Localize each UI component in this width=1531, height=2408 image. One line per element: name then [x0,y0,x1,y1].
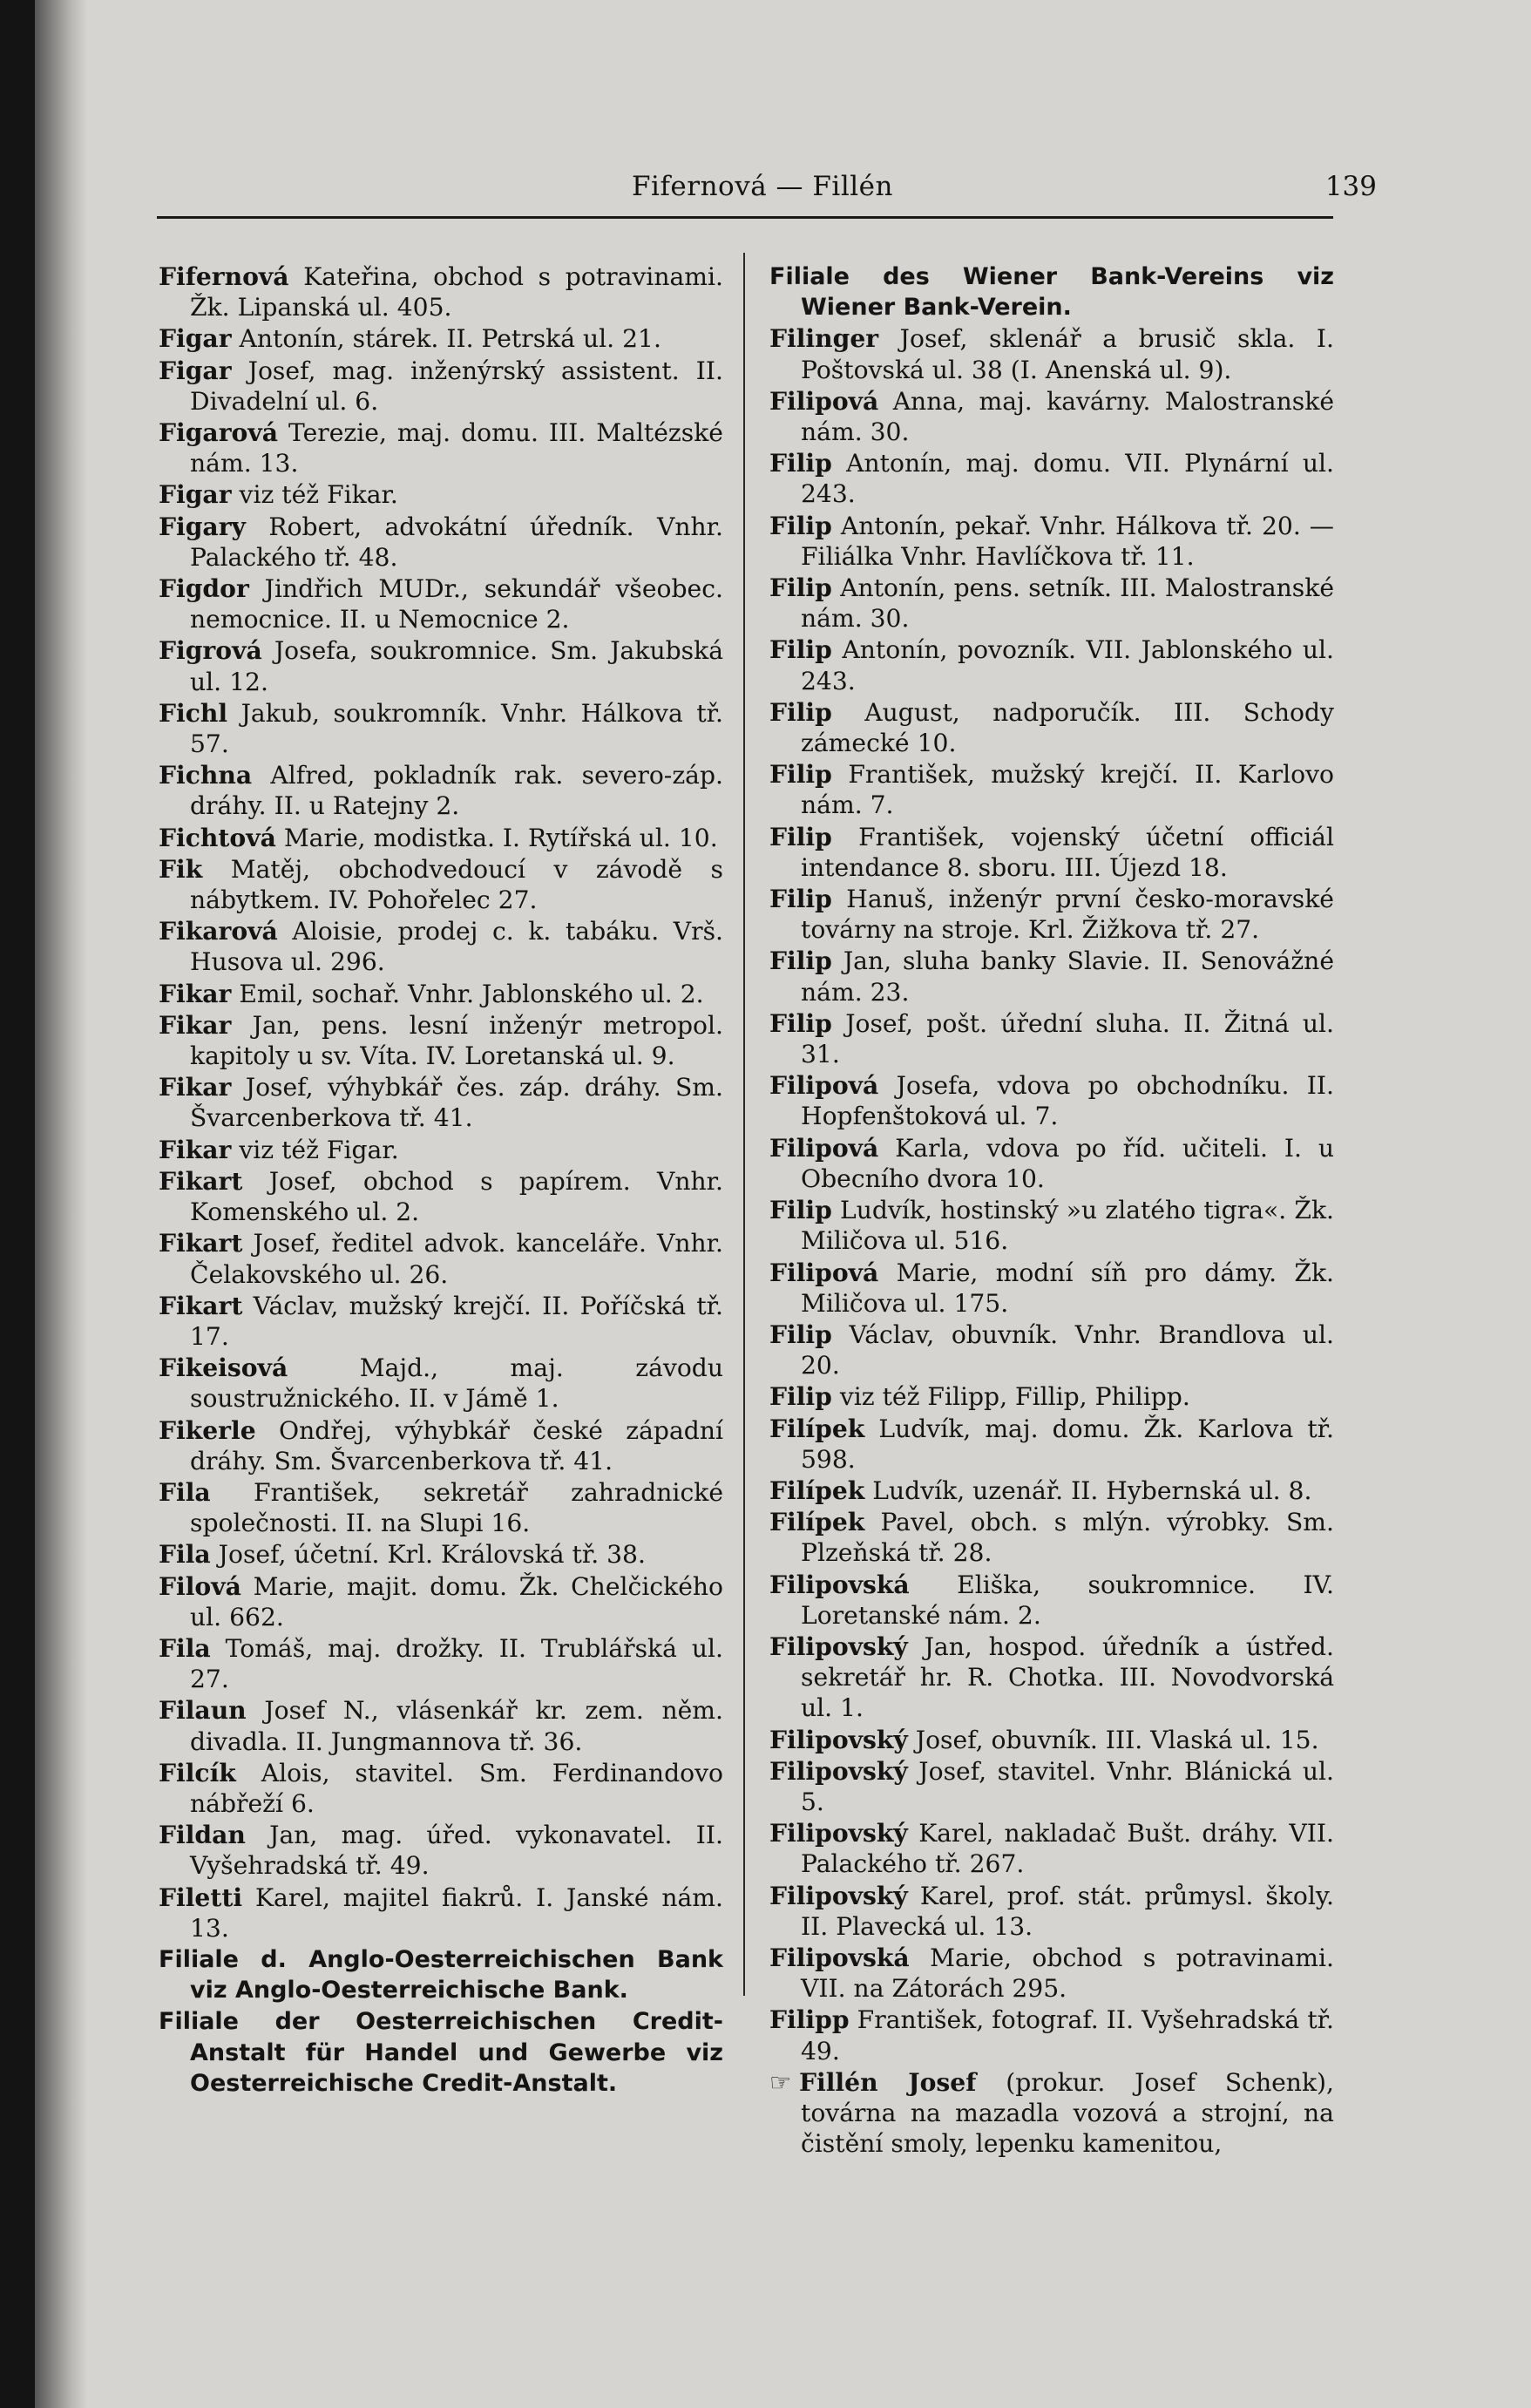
directory-entry [159,698,723,759]
entry-name: Filip [769,511,832,540]
entry-details: viz též Filipp, Fillip, Philipp. [839,1382,1190,1412]
directory-entry [159,1166,723,1227]
directory-entry [159,1291,723,1352]
entry-details: Josefa, vdova po obchodníku. II. Hopfenštoková ul. 7. [801,1071,1334,1131]
entry-name: Fila [159,1633,211,1663]
book-page [35,0,1531,2408]
entry-name: Fikar [159,1135,232,1164]
entry-details: František, sekretář zahradnické společnosti. II. na Slupi 16. [190,1477,723,1538]
entry-name: Fifernová [159,262,289,291]
entry-name: Filetti [159,1882,243,1912]
directory-entry [769,1008,1334,1069]
entry-details: Antonín, pekař. Vnhr. Hálkova tř. 20. — Filiálka Vnhr. Havlíčkova tř. 11. [801,511,1334,571]
directory-entry [159,1353,723,1414]
entry-details: Eliška, soukromnice. IV. Loretanské nám. 2. [801,1570,1334,1630]
entry-name: Filipovský [769,1756,908,1786]
entry-details: Jindřich MUDr., sekundář všeobec. nemocnice. II. u Nemocnice 2. [190,574,723,634]
entry-name: Figrová [159,636,262,666]
entry-details: Marie, modní síň pro dámy. Žk. Miličova ul. 175. [801,1258,1334,1318]
column-divider [743,253,745,1996]
entry-details: František, fotograf. II. Vyšehradská tř. 49. [801,2005,1334,2065]
entry-details: Karel, nakladač Bušt. dráhy. VII. Palackého tř. 267. [801,1819,1334,1879]
entry-details: Josef, mag. inženýrský assistent. II. Divadelní ul. 6. [190,356,723,416]
entry-details: Marie, obchod s potravinami. VII. na Zátorách 295. [801,1943,1334,2004]
entry-details: Karla, vdova po říd. učiteli. I. u Obecního dvora 10. [801,1133,1334,1193]
entry-name: Fila [159,1540,211,1570]
directory-entry [769,448,1334,509]
directory-entry [159,1944,723,2005]
directory-entry [159,1758,723,1819]
entry-name: Fikar [159,1010,232,1040]
entry-name: Figar [159,480,232,510]
entry-name: Fillén Josef [799,2067,977,2097]
entry-details: Alfred, pokladník rak. severo-záp. dráhy. II. u Ratejny 2. [190,761,723,821]
entry-details: Kateřina, obchod s potravinami. Žk. Lipanská ul. 405. [190,262,723,322]
entry-name: Filip [769,697,832,727]
directory-entry [159,1882,723,1943]
entry-name: Filiale des Wiener Bank-Vereins [769,263,1264,290]
entry-name: Filiale der Oesterreichischen Credit-Anstalt für Handel und Gewerbe [159,2008,723,2066]
entry-name: Fikerle [159,1415,256,1445]
page-gutter-shadow [35,0,87,2408]
directory-entry [159,1072,723,1133]
entry-details: Josef, obuvník. III. Vlaská ul. 15. [915,1725,1319,1754]
entry-name: Filiale d. Anglo-Oesterreichischen Bank [159,1945,723,1973]
directory-entry [769,1631,1334,1724]
entry-name: Filipovský [769,1631,908,1661]
entry-name: Filip [769,573,832,603]
entry-name: Filip [769,449,832,478]
entry-name: Fikart [159,1291,243,1320]
entry-details: Matěj, obchodvedoucí v závodě s nábytkem. IV. Pohořelec 27. [190,854,723,915]
entry-name: Fila [159,1477,211,1507]
directory-entry [769,2004,1334,2065]
entry-details: Marie, modistka. I. Rytířská ul. 10. [283,823,718,852]
entry-details: viz též Fikar. [239,480,398,510]
directory-entry [769,1725,1334,1755]
entry-name: Figdor [159,574,249,604]
page-number: 139 [1324,171,1377,202]
entry-details: Antonín, maj. domu. VII. Plynární ul. 243. [801,449,1334,509]
directory-entry [159,323,723,354]
directory-entry [769,822,1334,883]
entry-name: Filípek [769,1508,865,1537]
entry-name: Fik [159,854,203,884]
entry-name: Filipová [769,1258,879,1287]
entry-name: Fikar [159,979,232,1008]
directory-entry [769,511,1334,572]
directory-entry [769,1818,1334,1879]
directory-entry [159,479,723,510]
entry-name: Filip [769,822,832,851]
entry-details: Robert, advokátní úředník. Vnhr. Palackého tř. 48. [190,512,723,572]
entry-name: Filipovský [769,1725,908,1754]
entry-name: Fichl [159,698,228,728]
entry-name: Fikart [159,1229,243,1258]
entry-name: Fikar [159,1073,232,1102]
directory-entry [769,634,1334,695]
entry-name: Filip [769,885,832,914]
entry-details: Josef, ředitel advok. kanceláře. Vnhr. Čelakovského ul. 26. [190,1229,723,1289]
directory-entry [159,1539,723,1570]
directory-entry [769,1319,1334,1380]
directory-entry [769,573,1334,634]
entry-details: Josef, stavitel. Vnhr. Blánická ul. 5. [801,1756,1335,1816]
entry-details: Jakub, soukromník. Vnhr. Hálkova tř. 57. [190,698,723,759]
directory-entry [769,1414,1334,1475]
entry-details: Josef N., vlásenkář kr. zem. něm. divadla. II. Jungmannova tř. 36. [190,1696,723,1756]
directory-entry [769,1133,1334,1194]
entry-details: Alois, stavitel. Sm. Ferdinandovo nábřeží 6. [190,1758,723,1818]
directory-entry [769,1195,1334,1256]
entry-name: Fichna [159,761,253,790]
entry-name: Figar [159,356,232,385]
directory-entry [769,1381,1334,1412]
entry-name: Filip [769,1196,832,1225]
entry-details: (prokur. Josef Schenk), továrna na mazadla vozová a strojní, na čistění smoly, lepenku kamenitou, [801,2067,1334,2159]
directory-entry [769,386,1334,447]
entry-name: Fichtová [159,823,276,852]
header-title: Fifernová — Fillén [632,171,893,202]
entry-details: August, nadporučík. III. Schody zámecké 10. [801,697,1334,758]
entry-name: Fildan [159,1821,246,1850]
entry-details: Majd., maj. závodu soustružnického. II. v Jámě 1. [190,1353,723,1414]
directory-entry [769,946,1334,1007]
directory-entry [159,356,723,417]
entry-name: Fikarová [159,917,278,946]
entry-details: Karel, prof. stát. průmysl. školy. II. Plavecká ul. 13. [801,1881,1334,1941]
pointing-hand-icon: ☞ [769,2067,792,2097]
directory-entry [769,1570,1334,1631]
entry-name: Filip [769,1382,832,1412]
entry-name: Filip [769,1008,832,1038]
entry-name: Filipová [769,1071,879,1101]
directory-entry [159,261,723,322]
directory-entry [159,573,723,634]
header-rule [157,216,1333,219]
directory-entry [159,635,723,696]
directory-entry [159,1571,723,1632]
entry-details: Josefa, soukromnice. Sm. Jakubská ul. 12. [190,636,723,696]
directory-entry [159,979,723,1009]
entry-details: Antonín, povozník. VII. Jablonského ul. 243. [801,635,1334,695]
directory-entry [769,1881,1334,1942]
directory-entry [159,823,723,853]
entry-details: Tomáš, maj. drožky. II. Trublářská ul. 27. [190,1633,723,1694]
entry-details: Josef, obchod s papírem. Vnhr. Komenského ul. 2. [190,1166,723,1227]
entry-details: Anna, maj. kavárny. Malostranské nám. 30. [801,386,1334,447]
entry-name: Filípek [769,1475,865,1505]
directory-entry [159,417,723,478]
directory-entry [159,1010,723,1071]
entry-name: Filcík [159,1758,236,1787]
entry-name: Filip [769,1319,832,1349]
directory-entry [159,1135,723,1165]
directory-entry [159,1820,723,1881]
entry-details: Ludvík, uzenář. II. Hybernská ul. 8. [872,1475,1312,1505]
entry-details: Jan, mag. úřed. vykonavatel. II. Vyšehradská tř. 49. [190,1821,723,1881]
entry-details: Václav, obuvník. Vnhr. Brandlova ul. 20. [801,1319,1334,1380]
entry-name: Figar [159,324,232,354]
entry-details: Karel, majitel fiakrů. I. Janské nám. 13. [190,1882,723,1943]
entry-name: Fikeisová [159,1353,288,1383]
left-column [159,261,723,2099]
directory-entry [159,760,723,821]
entry-name: Filová [159,1571,241,1601]
entry-details: Terezie, maj. domu. III. Maltézské nám. 13. [190,418,723,478]
entry-name: Filipovská [769,1570,910,1599]
entry-name: Filip [769,760,832,790]
entry-name: Figary [159,512,246,541]
entry-name: Fikart [159,1166,243,1196]
directory-entry [159,1633,723,1694]
directory-entry [769,884,1334,945]
entry-details: viz Anglo-Oesterreichische Bank. [190,1977,628,2004]
entry-name: Figarová [159,418,278,448]
entry-details: viz Oesterreichische Credit-Anstalt. [190,2038,724,2097]
directory-entry [159,1695,723,1756]
directory-entry [769,1258,1334,1319]
directory-entry [769,1943,1334,2004]
entry-name: Filip [769,946,832,976]
entry-details: Aloisie, prodej c. k. tabáku. Vrš. Husova ul. 296. [190,917,723,977]
directory-entry [769,1070,1334,1131]
entry-details: Josef, výhybkář čes. záp. dráhy. Sm. Švarcenberkova tř. 41. [190,1073,723,1133]
entry-name: Filinger [769,324,879,354]
directory-entry [769,1507,1334,1568]
entry-details: Jan, sluha banky Slavie. II. Senovážné nám. 23. [801,946,1334,1007]
entry-name: Filipp [769,2005,850,2035]
entry-name: Filipová [769,386,879,416]
entry-details: Josef, sklenář a brusič skla. I. Poštovská ul. 38 (I. Anenská ul. 9). [801,324,1334,384]
entry-details: Marie, majit. domu. Žk. Chelčického ul. 662. [190,1571,724,1631]
directory-entry [159,512,723,573]
entry-details: Ludvík, hostinský »u zlatého tigra«. Žk. Miličova ul. 516. [801,1196,1334,1256]
directory-entry [769,1756,1334,1817]
entry-details: Antonín, stárek. II. Petrská ul. 21. [239,324,661,354]
directory-entry [159,1228,723,1289]
directory-entry [769,759,1334,820]
directory-entry [769,261,1334,322]
entry-name: Filipovský [769,1881,908,1910]
entry-details: Ondřej, výhybkář české západní dráhy. Sm. Švarcenberkova tř. 41. [190,1415,723,1475]
entry-details: Václav, mužský krejčí. II. Poříčská tř. 17. [190,1291,723,1351]
entry-details: viz Wiener Bank-Verein. [801,263,1335,322]
entry-name: Filip [769,635,832,665]
directory-entry [769,1475,1334,1506]
entry-details: Jan, pens. lesní inženýr metropol. kapitoly u sv. Víta. IV. Loretanská ul. 9. [190,1010,723,1071]
directory-entry [769,323,1334,384]
entry-details: Josef, účetní. Krl. Královská tř. 38. [218,1540,646,1570]
entry-name: Filipovská [769,1943,910,1972]
directory-entry [159,2006,723,2099]
entry-name: Filipovský [769,1819,908,1848]
right-column [769,261,1334,2160]
directory-entry [159,1477,723,1538]
entry-name: Filípek [769,1414,865,1443]
entry-name: Filipová [769,1133,879,1163]
directory-entry [159,854,723,915]
entry-details: Josef, pošt. úřední sluha. II. Žitná ul. 31. [801,1008,1334,1069]
entry-details: Hanuš, inženýr první česko-moravské továrny na stroje. Krl. Žižkova tř. 27. [801,885,1334,945]
directory-entry [769,697,1334,758]
entry-name: Filaun [159,1696,247,1726]
entry-details: František, mužský krejčí. II. Karlovo nám. 7. [801,760,1334,820]
entry-details: Ludvík, maj. domu. Žk. Karlova tř. 598. [801,1414,1334,1474]
entry-details: Antonín, pens. setník. III. Malostranské nám. 30. [801,573,1335,634]
entry-details: František, vojenský účetní officiál intendance 8. sboru. III. Újezd 18. [801,822,1334,882]
directory-entry [159,1415,723,1476]
entry-details: Pavel, obch. s mlýn. výrobky. Sm. Plzeňská tř. 28. [801,1508,1334,1568]
entry-details: viz též Figar. [239,1135,399,1164]
entry-details: Emil, sochař. Vnhr. Jablonského ul. 2. [239,979,704,1008]
entry-details: Jan, hospod. úředník a ústřed. sekretář hr. R. Chotka. III. Novodvorská ul. 1. [801,1631,1334,1723]
directory-entry [159,916,723,977]
directory-entry [769,2067,1334,2160]
running-header [157,171,1377,216]
